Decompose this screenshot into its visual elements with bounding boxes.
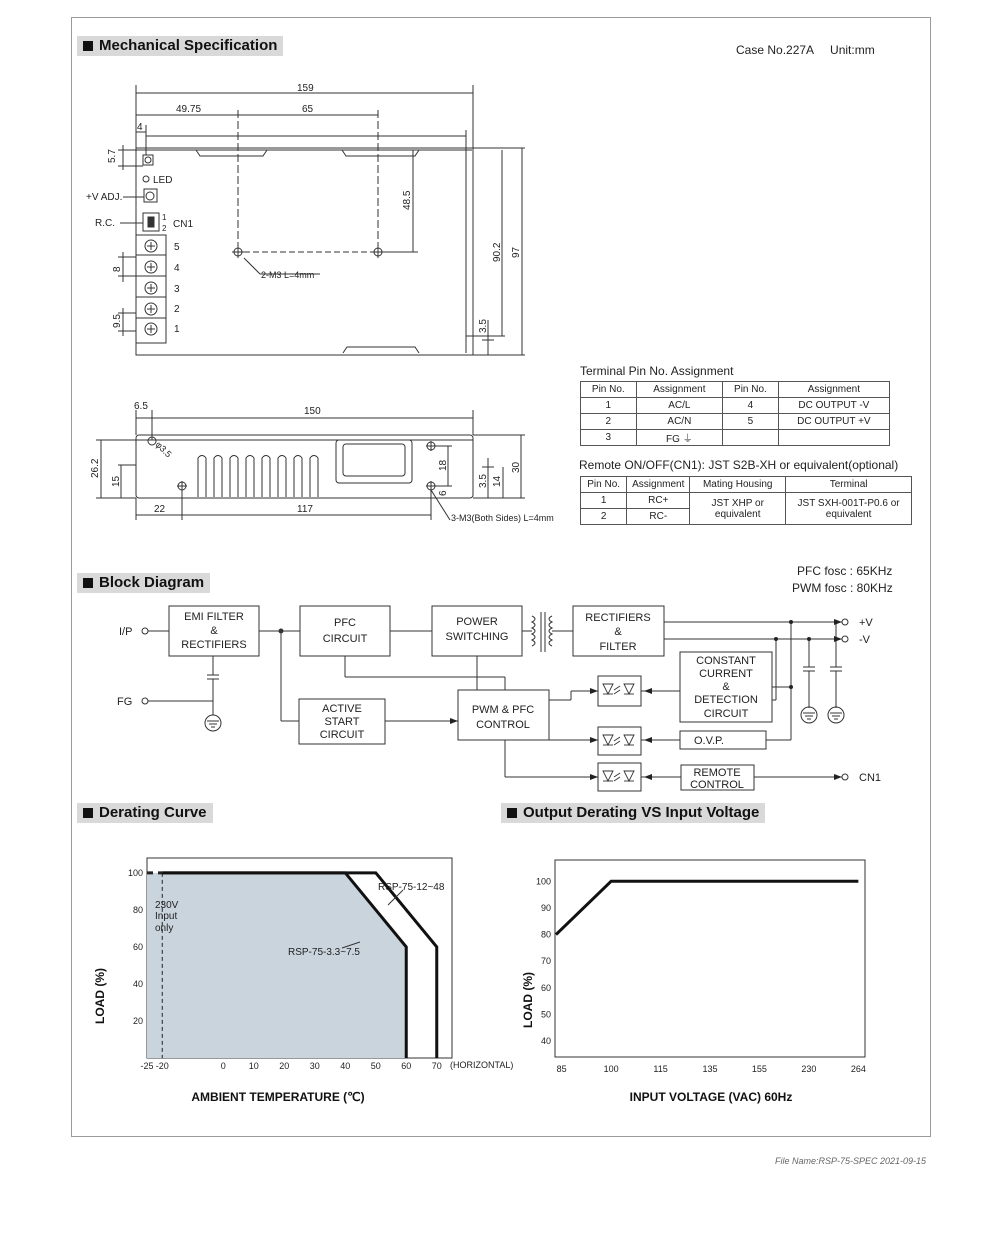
chart2-y-tick: 100 [535,876,551,887]
active-label-3: CIRCUIT [319,729,365,741]
chart1-y-tick: 60 [132,941,143,952]
cn1-label: CN1 [859,772,882,784]
rect-label-1: RECTIFIERS [585,612,651,624]
side-dim-6-5: 6.5 [134,401,148,412]
chart1-x-tick: 50 [370,1061,381,1071]
fg-label: FG [117,696,133,708]
dim-90-2: 90.2 [492,242,503,262]
side-dim-6: 6 [438,490,449,496]
chart1-label-12-48: RSP-75-12~48 [378,882,445,893]
section-title-output-derating: Output Derating VS Input Voltage [501,803,765,823]
chart1-x-tick: 60 [401,1061,412,1071]
side-dim-3-5: 3.5 [478,474,489,488]
power-label-2: SWITCHING [445,631,509,643]
table-row: 2 RC- [581,509,912,525]
remote-label-2: CONTROL [690,779,744,791]
chart1-annotation-1: 230V [155,900,179,911]
chart1-annotation-3: only [155,923,174,934]
cc-label-1: CONSTANT [696,655,756,667]
dim-3-5: 3.5 [478,319,489,333]
side-label-3-m3: 3-M3(Both Sides) L=4mm [451,513,554,523]
label-2-m3: 2-M3 L=4mm [261,270,315,280]
dim-9-5: 9.5 [112,314,123,328]
side-dim-150: 150 [304,406,321,417]
vminus-label: -V [859,634,870,646]
terminal-label-2: 2 [174,304,180,315]
chart2-y-tick: 40 [540,1036,551,1047]
dim-159: 159 [297,83,314,94]
cn1-pin-2: 2 [162,224,167,233]
remote-label-1: REMOTE [693,767,741,779]
label-cn1: CN1 [173,219,194,230]
chart1-y-tick: 20 [132,1015,143,1026]
table-header-row: Pin No. Assignment Mating Housing Terminal [581,477,912,493]
remote-table-title: Remote ON/OFF(CN1): JST S2B-XH or equivalent(optional) [579,458,899,472]
dim-65: 65 [302,104,314,115]
dim-97: 97 [511,246,522,258]
table-header-row: Pin No. Assignment Pin No. Assignment [581,382,890,398]
side-dim-15: 15 [111,475,122,487]
chart1-x-suffix: (HORIZONTAL) [450,1060,514,1070]
pfc-label-2: CIRCUIT [322,633,368,645]
dim-4: 4 [137,122,143,133]
chart2-x-tick: 264 [850,1064,866,1074]
dim-8: 8 [112,266,123,272]
section-title-block-diagram: Block Diagram [77,573,210,593]
section-title-derating: Derating Curve [77,803,213,823]
side-dim-phi: φ3.5 [153,439,174,460]
active-label-1: ACTIVE [322,703,362,715]
table-row: 3 FG ⏚ [581,430,890,446]
ovp-label: O.V.P. [694,735,724,747]
pfc-fosc: PFC fosc : 65KHz [797,564,893,578]
chart1-annotation-2: Input [155,911,178,922]
table-row: 1 AC/L 4 DC OUTPUT -V [581,398,890,414]
chart2-y-tick: 60 [540,982,551,993]
chart2-ylabel: LOAD (%) [521,972,535,1028]
rect-label-2: & [614,626,622,638]
cc-label-2: CURRENT [699,668,753,680]
chart1-x-tick: 40 [340,1061,351,1071]
pwm-fosc: PWM fosc : 80KHz [792,581,893,595]
chart2-x-tick: 100 [603,1064,619,1074]
dim-5-7: 5.7 [107,149,118,163]
chart2-x-tick: 115 [653,1064,668,1074]
chart1-y-tick: 80 [132,904,143,915]
dim-48-5: 48.5 [402,190,413,210]
chart2-y-tick: 70 [540,956,551,967]
power-label-1: POWER [456,616,498,628]
terminal-label-4: 4 [174,263,180,274]
terminal-label-3: 3 [174,284,180,295]
chart2-x-tick: 135 [702,1064,718,1074]
cc-label-4: DETECTION [694,694,758,706]
chart2-x-tick: 155 [751,1064,767,1074]
terminal-table-title: Terminal Pin No. Assignment [580,364,734,378]
chart1-ylabel: LOAD (%) [93,968,107,1024]
chart2-y-tick: 50 [540,1009,551,1020]
chart1-label-3-3-7-5: RSP-75-3.3~7.5 [288,947,360,958]
emi-filter-label-3: RECTIFIERS [181,639,247,651]
terminal-label-1: 1 [174,324,180,335]
active-label-2: START [324,716,360,728]
vplus-label: +V [859,617,873,629]
terminal-label-5: 5 [174,242,180,253]
side-dim-30: 30 [511,461,522,473]
chart1-y-tick: 100 [127,867,143,878]
emi-filter-label-1: EMI FILTER [184,611,244,623]
dim-49-75: 49.75 [176,104,202,115]
pwm-label-2: CONTROL [476,719,530,731]
table-row: 2 AC/N 5 DC OUTPUT +V [581,414,890,430]
side-dim-18: 18 [438,459,449,471]
section-title-mechanical: Mechanical Specification [77,36,283,56]
side-dim-117: 117 [297,504,313,515]
chart1-x-tick: -25 [140,1061,154,1071]
chart1-xlabel: AMBIENT TEMPERATURE (℃) [191,1090,365,1104]
chart2-y-tick: 80 [540,929,551,940]
chart2-x-tick: 85 [556,1064,567,1074]
cc-label-5: CIRCUIT [703,708,749,720]
chart2-xlabel: INPUT VOLTAGE (VAC) 60Hz [629,1090,793,1104]
pwm-label-1: PWM & PFC [471,704,535,716]
side-dim-14: 14 [492,475,503,487]
chart1-x-tick: 70 [431,1061,442,1071]
rect-label-3: FILTER [599,641,637,653]
chart2-series-load [556,881,858,934]
chart1-x-tick: 30 [309,1061,320,1071]
side-dim-22: 22 [154,504,166,515]
chart1-x-tick: 20 [279,1061,290,1071]
chart2-x-tick: 230 [801,1064,817,1074]
chart1-x-tick: -20 [155,1061,169,1071]
chart2-y-tick: 90 [540,902,551,913]
table-row: 1 RC+ JST XHP or equivalent JST SXH-001T-P0.6 or equivalent [581,493,912,509]
label-led: LED [153,175,173,186]
cc-label-3: & [722,681,730,693]
chart1-x-tick: 0 [220,1061,226,1071]
footer-filename: File Name:RSP-75-SPEC 2021-09-15 [775,1156,927,1166]
side-dim-26-2: 26.2 [90,458,101,478]
pfc-label-1: PFC [334,617,356,629]
chart1-y-tick: 40 [132,978,143,989]
cn1-pin-1: 1 [162,213,167,222]
label-rc: R.C. [95,218,115,229]
label-vadj: +V ADJ. [86,192,123,203]
chart1-x-tick: 10 [248,1061,259,1071]
case-info: Case No.227A Unit:mm [736,43,875,57]
ip-label: I/P [119,626,133,638]
emi-filter-label-2: & [210,625,218,637]
